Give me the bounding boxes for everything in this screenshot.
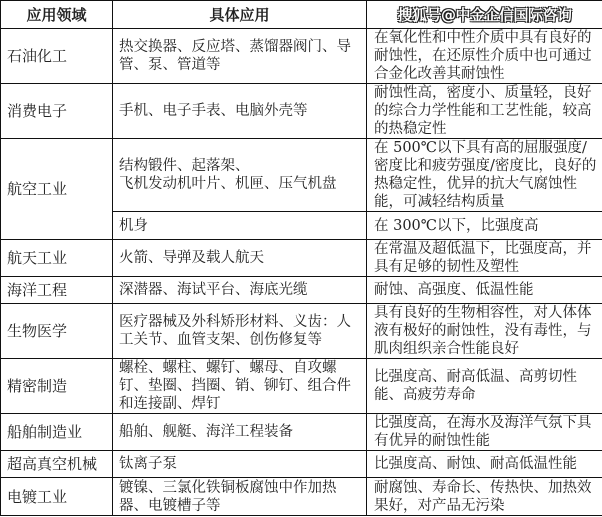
table-row <box>1 414 602 451</box>
application-cell <box>113 139 367 212</box>
table-row <box>1 478 602 516</box>
application-cell: 医疗器械及外科矫形材料、义齿：人工关节、血管支架、创伤修复等 <box>113 304 367 359</box>
properties-cell: 耐蚀、高强度、低温性能 <box>367 277 602 304</box>
application-cell: 螺栓、螺柱、螺钉、螺母、自攻螺钉、垫圈、挡圈、销、铆钉、组合件和连接副、焊钉 <box>113 359 367 414</box>
domain-cell: 生物医学 <box>1 304 113 359</box>
properties-cell: 耐腐蚀、寿命长、传热快、加热效果好，对产品无污染 <box>367 478 602 516</box>
properties-cell: 具有良好的生物相容性，对人体体液有极好的耐蚀性，没有毒性，与肌肉组织亲合性能良好 <box>367 304 602 359</box>
properties-cell: 在常温及超低温下，比强度高，并具有足够的韧性及塑性 <box>367 240 602 277</box>
properties-cell: 在 500℃以下具有高的屈服强度/密度比和疲劳强度/密度比，良好的热稳定性，优异的抗大气腐蚀性能，可减轻结构质量 <box>367 139 602 212</box>
table-row <box>1 29 602 84</box>
properties-cell: 在 300℃以下，比强度高 <box>367 212 602 240</box>
application-cell: 钛离子泵 <box>113 451 367 478</box>
properties-cell: 比强度高，在海水及海洋气氛下具有优异的耐蚀性能 <box>367 414 602 451</box>
domain-cell: 精密制造 <box>1 359 113 414</box>
domain-cell: 航空工业 <box>1 139 113 240</box>
application-cell: 深潜器、海试平台、海底光缆 <box>113 277 367 304</box>
table-row <box>1 139 602 212</box>
application-line: 结构锻件、起落架、 <box>119 158 250 174</box>
table-row <box>1 451 602 478</box>
header-application: 具体应用 <box>113 1 367 29</box>
application-cell: 手机、电子手表、电脑外壳等 <box>113 84 367 139</box>
table-row <box>1 84 602 139</box>
header-domain: 应用领域 <box>1 1 113 29</box>
application-line: 飞机发动机叶片、机匣、压气机盘 <box>119 176 337 192</box>
application-cell: 机身 <box>113 212 367 240</box>
application-cell: 火箭、导弹及载人航天 <box>113 240 367 277</box>
table-row <box>1 359 602 414</box>
application-cell: 镀镍、三氯化铁铜板腐蚀中作加热器、电镀槽子等 <box>113 478 367 516</box>
domain-cell: 航天工业 <box>1 240 113 277</box>
application-cell: 热交换器、反应塔、蒸馏器阀门、导管、泵、管道等 <box>113 29 367 84</box>
application-cell: 船舶、舰艇、海洋工程装备 <box>113 414 367 451</box>
properties-cell: 比强度高、耐高低温、高剪切性能、高疲劳寿命 <box>367 359 602 414</box>
domain-cell: 石油化工 <box>1 29 113 84</box>
domain-cell: 电镀工业 <box>1 478 113 516</box>
properties-cell: 耐蚀性高，密度小、质量轻，良好的综合力学性能和工艺性能，较高的热稳定性 <box>367 84 602 139</box>
domain-cell: 海洋工程 <box>1 277 113 304</box>
header-row <box>1 1 602 29</box>
domain-cell: 超高真空机械 <box>1 451 113 478</box>
watermark-header: 搜狐号@中金企信国际咨询 <box>367 1 602 29</box>
table-row <box>1 277 602 304</box>
properties-cell: 在氧化性和中性介质中具有良好的耐蚀性，在还原性介质中也可通过合金化改善其耐蚀性 <box>367 29 602 84</box>
domain-cell: 船舶制造业 <box>1 414 113 451</box>
table-row <box>1 240 602 277</box>
domain-cell: 消费电子 <box>1 84 113 139</box>
properties-cell: 比强度高、耐蚀、耐高低温性能 <box>367 451 602 478</box>
table-row <box>1 304 602 359</box>
